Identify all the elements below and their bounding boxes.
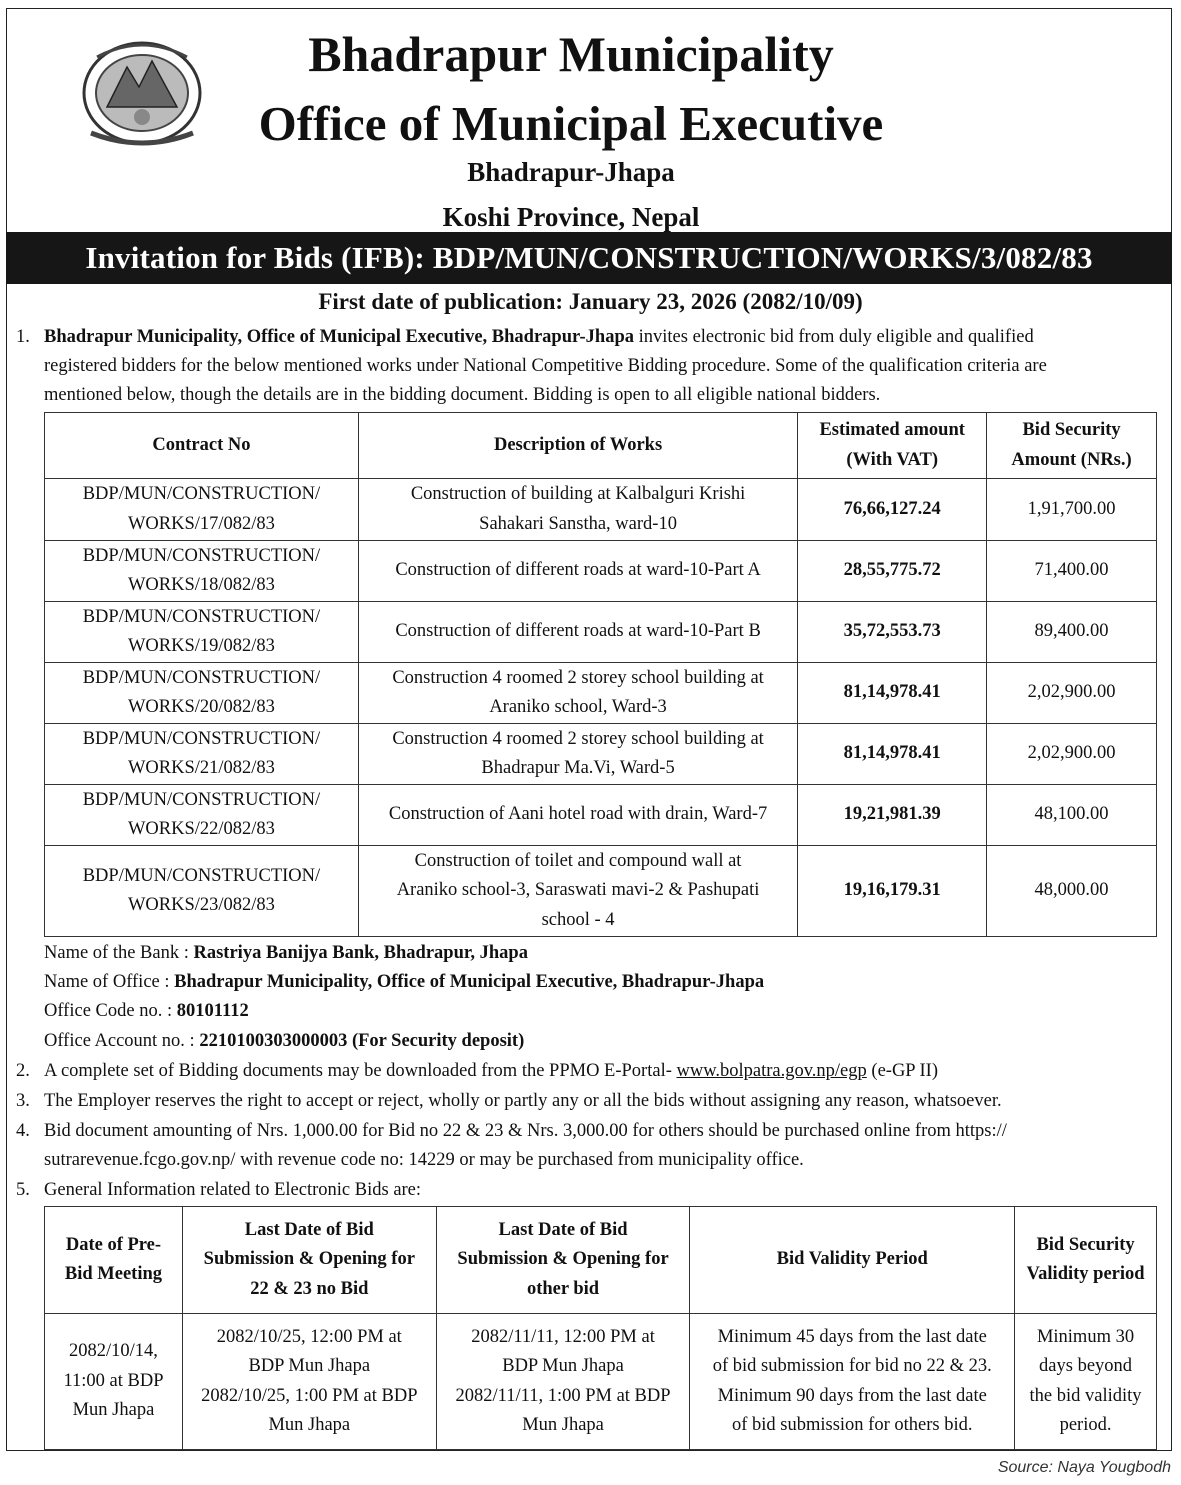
section-5-text: General Information related to Electronic Bids are: [44, 1180, 422, 1200]
section-1-line1 [44, 323, 1164, 353]
office-account-line: Office Account no. : 2210100303000003 (For Security deposit) [44, 1031, 525, 1051]
description-cell: Construction of different roads at ward-10-Part B [358, 602, 797, 663]
municipality-title: Bhadrapur Municipality [308, 26, 834, 82]
header-prebid-meeting: Date of Pre- Bid Meeting [45, 1207, 183, 1314]
table-row [45, 846, 1157, 937]
amount-cell: 81,14,978.41 [798, 724, 987, 785]
contract-no-cell: BDP/MUN/CONSTRUCTION/ WORKS/17/082/83 [45, 479, 359, 541]
header-last-date-other: Last Date of Bid Submission & Opening for other bid [436, 1207, 690, 1314]
works-table [44, 412, 1157, 937]
contract-no-cell: BDP/MUN/CONSTRUCTION/ WORKS/19/082/83 [45, 602, 359, 663]
amount-cell: 19,16,179.31 [798, 846, 987, 937]
header-estimated-amount: Estimated amount (With VAT) [798, 413, 987, 479]
table-row [45, 663, 1157, 724]
prebid-cell: 2082/10/14, 11:00 at BDP Mun Jhapa [45, 1314, 183, 1450]
section-1-number: 1. [16, 327, 30, 347]
bank-name-line: Name of the Bank : Rastriya Banijya Bank, Bhadrapur, Jhapa [44, 943, 528, 963]
security-cell: 89,400.00 [987, 602, 1157, 663]
description-cell: Construction of different roads at ward-10-Part A [358, 541, 797, 602]
office-code-line: Office Code no. : 80101112 [44, 1001, 249, 1021]
ifb-title-bar: Invitation for Bids (IFB): BDP/MUN/CONSTRUCTION/WORKS/3/082/83 [6, 232, 1172, 284]
location-title: Bhadrapur-Jhapa [467, 157, 675, 187]
contract-no-cell: BDP/MUN/CONSTRUCTION/ WORKS/18/082/83 [45, 541, 359, 602]
header-contract-no: Contract No [45, 413, 359, 479]
province-title: Koshi Province, Nepal [442, 202, 700, 232]
amount-cell: 81,14,978.41 [798, 663, 987, 724]
amount-cell: 76,66,127.24 [798, 479, 987, 541]
description-cell: Construction of Aani hotel road with drain, Ward-7 [358, 785, 797, 846]
section-2-text: A complete set of Bidding documents may be downloaded from the PPMO E-Portal- www.bolpatra.gov.np/egp (e-GP II) [44, 1061, 939, 1081]
contract-no-cell: BDP/MUN/CONSTRUCTION/ WORKS/22/082/83 [45, 785, 359, 846]
section-1-line1-rest: invites electronic bid from duly eligible and qualified [634, 327, 1034, 347]
table-row [45, 541, 1157, 602]
description-cell: Construction of toilet and compound wall at Araniko school-3, Saraswati mavi-2 & Pashupati school - 4 [358, 846, 797, 937]
description-cell: Construction 4 roomed 2 storey school building at Araniko school, Ward-3 [358, 663, 797, 724]
section-1-line2: registered bidders for the below mentioned works under National Competitive Bidding procedure. Some of the qualification criteria are [44, 356, 1047, 376]
security-cell: 48,000.00 [987, 846, 1157, 937]
section-3-number: 3. [16, 1091, 30, 1111]
bid-validity-cell: Minimum 45 days from the last date of bid submission for bid no 22 & 23. Minimum 90 days from the last date of bid submission for others bid. [690, 1314, 1015, 1450]
security-validity-cell: Minimum 30 days beyond the bid validity period. [1015, 1314, 1157, 1450]
section-3-text: The Employer reserves the right to accept or reject, wholly or partly any or all the bids without assigning any reason, whatsoever. [44, 1091, 1002, 1111]
description-cell: Construction of building at Kalbalguri Krishi Sahakari Sanstha, ward-10 [358, 479, 797, 541]
security-cell: 48,100.00 [987, 785, 1157, 846]
table-row [45, 724, 1157, 785]
publication-date: First date of publication: January 23, 2026 (2082/10/09) [318, 289, 863, 314]
last-date-other-cell: 2082/11/11, 12:00 PM at BDP Mun Jhapa 2082/11/11, 1:00 PM at BDP Mun Jhapa [436, 1314, 690, 1450]
contract-no-cell: BDP/MUN/CONSTRUCTION/ WORKS/23/082/83 [45, 846, 359, 937]
amount-cell: 35,72,553.73 [798, 602, 987, 663]
bid-info-table [44, 1206, 1157, 1450]
source-credit: Source: Naya Yougbodh [997, 1459, 1171, 1476]
security-cell: 1,91,700.00 [987, 479, 1157, 541]
table-row [45, 479, 1157, 541]
security-cell: 71,400.00 [987, 541, 1157, 602]
contract-no-cell: BDP/MUN/CONSTRUCTION/ WORKS/20/082/83 [45, 663, 359, 724]
header-description: Description of Works [358, 413, 797, 479]
amount-cell: 19,21,981.39 [798, 785, 987, 846]
egp-portal-link[interactable]: www.bolpatra.gov.np/egp [676, 1061, 867, 1081]
section-1-lead: Bhadrapur Municipality, Office of Municipal Executive, Bhadrapur-Jhapa [44, 327, 634, 347]
header-bid-validity: Bid Validity Period [690, 1207, 1015, 1314]
office-name-line: Name of Office : Bhadrapur Municipality, Office of Municipal Executive, Bhadrapur-Jhapa [44, 972, 765, 992]
security-cell: 2,02,900.00 [987, 663, 1157, 724]
amount-cell: 28,55,775.72 [798, 541, 987, 602]
security-cell: 2,02,900.00 [987, 724, 1157, 785]
section-5-number: 5. [16, 1180, 30, 1200]
header-bid-security: Bid Security Amount (NRs.) [987, 413, 1157, 479]
table-row [45, 602, 1157, 663]
table-row [45, 1314, 1157, 1450]
contract-no-cell: BDP/MUN/CONSTRUCTION/ WORKS/21/082/83 [45, 724, 359, 785]
office-title: Office of Municipal Executive [258, 96, 884, 151]
header-last-date-22-23: Last Date of Bid Submission & Opening for 22 & 23 no Bid [182, 1207, 436, 1314]
section-4-line2: sutrarevenue.fcgo.gov.np/ with revenue code no: 14229 or may be purchased from municipality office. [44, 1150, 804, 1170]
section-4-line1: Bid document amounting of Nrs. 1,000.00 for Bid no 22 & 23 & Nrs. 3,000.00 for others should be purchased online from https:// [44, 1121, 1007, 1141]
section-4-number: 4. [16, 1121, 30, 1141]
notice-header [7, 9, 1171, 231]
section-2-number: 2. [16, 1061, 30, 1081]
section-1-line3: mentioned below, though the details are in the bidding document. Bidding is open to all eligible national bidders. [44, 385, 881, 405]
last-date-22-23-cell: 2082/10/25, 12:00 PM at BDP Mun Jhapa 2082/10/25, 1:00 PM at BDP Mun Jhapa [182, 1314, 436, 1450]
description-cell: Construction 4 roomed 2 storey school building at Bhadrapur Ma.Vi, Ward-5 [358, 724, 797, 785]
table-row [45, 785, 1157, 846]
header-security-validity: Bid Security Validity period [1015, 1207, 1157, 1314]
